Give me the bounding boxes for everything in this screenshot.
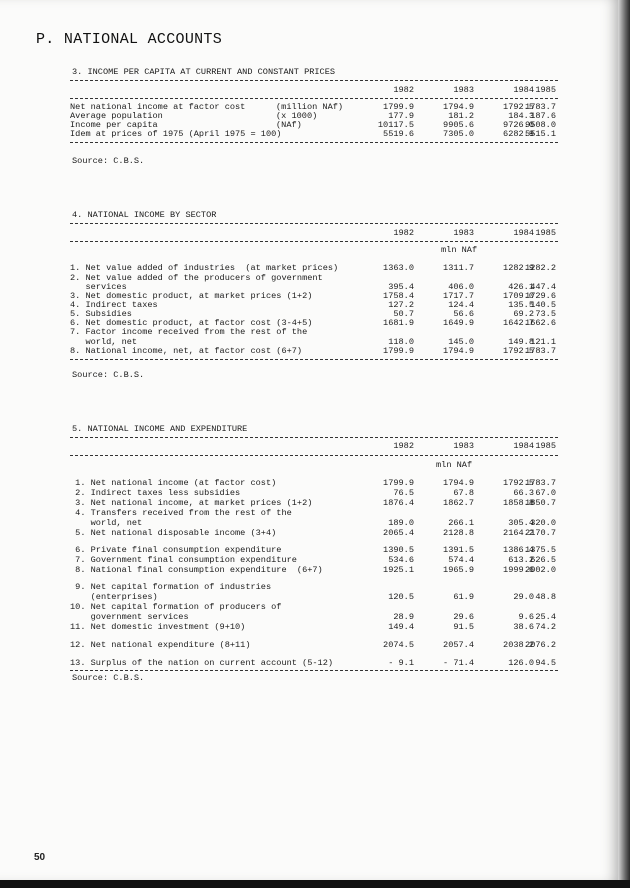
table-row [70,346,558,356]
cell: 120.5 [388,592,414,602]
row-label: 4. Transfers received from the rest of the [70,508,292,518]
table-row [70,498,558,508]
cell: 1375.5 [525,545,556,555]
cell: 320.0 [530,518,556,528]
cell: 38.6 [513,622,534,632]
cell: 447.4 [530,282,556,292]
cell: 1799.9 [383,478,414,488]
cell: 1758.4 [383,291,414,301]
cell: 574.4 [448,555,474,565]
cell: 1717.7 [443,291,474,301]
cell: 1792.5 [503,102,534,112]
cell: 74.2 [535,622,556,632]
table-row [70,129,558,139]
table-row [70,488,558,498]
row-label: world, net [70,518,143,528]
row-unit: (million NAf) [276,102,344,112]
cell: - 71.4 [443,658,474,668]
cell: 1662.6 [525,318,556,328]
cell: 91.5 [453,622,474,632]
cell: 1391.5 [443,545,474,555]
cell: 1965.9 [443,565,474,575]
table5-year-header [70,441,558,451]
cell: 29.0 [513,592,534,602]
cell: 1282.9 [503,263,534,273]
table-row [70,528,558,538]
cell: 1729.6 [525,291,556,301]
cell: 2170.7 [525,528,556,538]
cell: 61.9 [453,592,474,602]
table-row [70,592,558,602]
cell: 266.1 [448,518,474,528]
cell: 50.7 [393,309,414,319]
cell: 1390.5 [383,545,414,555]
cell: 2164.2 [503,528,534,538]
row-label: 6. Net domestic product, at factor cost (3-4+5) [70,318,313,328]
row-label: 9. Net capital formation of industries [70,582,272,592]
row-label: 10. Net capital formation of producers of [70,602,282,612]
cell: 2074.5 [383,640,414,650]
row-label: government services [70,612,189,622]
cell: 25.4 [535,612,556,622]
year-1982: 1982 [393,85,414,95]
table-row [70,658,558,668]
cell: 1783.7 [525,102,556,112]
cell: 1850.7 [525,498,556,508]
cell: 5515.1 [525,129,556,139]
table-row [70,263,558,273]
cell: 149.8 [508,337,534,347]
units-label: mln NAf [436,460,473,470]
cell: 187.6 [530,111,556,121]
cell: 124.4 [448,300,474,310]
row-label: 7. Factor income received from the rest of the [70,327,308,337]
table3-title: 3. INCOME PER CAPITA AT CURRENT AND CONSTANT PRICES [72,67,336,77]
divider [70,241,558,242]
cell: 9508.0 [525,120,556,130]
table5-source: Source: C.B.S. [72,673,145,683]
cell: 67.0 [535,488,556,498]
cell: 426.1 [508,282,534,292]
table-row [70,545,558,555]
table4-year-header [70,228,558,238]
row-label: 1. Net value added of industries (at market prices) [70,263,339,273]
cell: 305.4 [508,518,534,528]
row-label: (enterprises) [70,592,158,602]
table-row [70,640,558,650]
table-row [70,327,558,337]
table-row [70,508,558,518]
cell: 1386.4 [503,545,534,555]
divider [70,455,558,456]
year-1985: 1985 [535,85,556,95]
cell: 406.0 [448,282,474,292]
cell: 1999.6 [503,565,534,575]
cell: 5519.6 [383,129,414,139]
cell: - 9.1 [388,658,414,668]
cell: 1282.2 [525,263,556,273]
year-1985: 1985 [535,441,556,451]
row-label: 8. National income, net, at factor cost (6+7) [70,346,303,356]
cell: 56.6 [453,309,474,319]
year-1982: 1982 [393,228,414,238]
row-label: world, net [70,337,138,347]
cell: 1799.9 [383,346,414,356]
cell: 2065.4 [383,528,414,538]
chapter-title: P. NATIONAL ACCOUNTS [36,31,223,48]
year-1984: 1984 [513,441,534,451]
row-label: Idem at prices of 1975 (April 1975 = 100) [70,129,282,139]
cell: 121.1 [530,337,556,347]
cell: 1363.0 [383,263,414,273]
units-label: mln NAf [441,245,478,255]
year-1984: 1984 [513,228,534,238]
row-label: 6. Private final consumption expenditure [70,545,282,555]
cell: 1783.7 [525,478,556,488]
row-label: 13. Surplus of the nation on current account (5-12) [70,658,334,668]
cell: 189.0 [388,518,414,528]
cell: 1794.9 [443,478,474,488]
row-unit: (NAf) [276,120,302,130]
cell: 1876.4 [383,498,414,508]
cell: 9.6 [518,612,534,622]
table-row [70,582,558,592]
cell: 626.5 [530,555,556,565]
row-label: Net national income at factor cost [70,102,246,112]
table3-source: Source: C.B.S. [72,156,145,166]
cell: 7305.0 [443,129,474,139]
table4-title: 4. NATIONAL INCOME BY SECTOR [72,210,217,220]
cell: 2128.8 [443,528,474,538]
cell: 613.2 [508,555,534,565]
cell: 1792.5 [503,478,534,488]
table-row [70,518,558,528]
cell: 1783.7 [525,346,556,356]
table-row [70,622,558,632]
page-edge-shadow [618,0,630,888]
cell: 1862.7 [443,498,474,508]
cell: 2076.2 [525,640,556,650]
cell: 127.2 [388,300,414,310]
cell: 28.9 [393,612,414,622]
cell: 9726.0 [503,120,534,130]
year-1984: 1984 [513,85,534,95]
cell: 534.6 [388,555,414,565]
cell: 94.5 [535,658,556,668]
cell: 181.2 [448,111,474,121]
row-label: 5. Subsidies [70,309,132,319]
divider [70,670,558,671]
table-row [70,555,558,565]
row-label: 12. Net national expenditure (8+11) [70,640,251,650]
table3-year-header [70,85,558,95]
cell: 1925.1 [383,565,414,575]
year-1985: 1985 [535,228,556,238]
row-label: 7. Government final consumption expenditure [70,555,297,565]
cell: 1311.7 [443,263,474,273]
cell: 118.0 [388,337,414,347]
cell: 126.0 [508,658,534,668]
cell: 1794.9 [443,346,474,356]
cell: 6282.9 [503,129,534,139]
table-row [70,565,558,575]
cell: 10117.5 [377,120,414,130]
cell: 149.4 [388,622,414,632]
row-label: 1. Net national income (at factor cost) [70,478,277,488]
row-label: 11. Net domestic investment (9+10) [70,622,246,632]
cell: 1794.9 [443,102,474,112]
year-1983: 1983 [453,441,474,451]
cell: 135.5 [508,300,534,310]
scan-border [0,880,630,888]
table4-source: Source: C.B.S. [72,370,145,380]
cell: 9905.6 [443,120,474,130]
cell: 69.2 [513,309,534,319]
cell: 66.3 [513,488,534,498]
year-1983: 1983 [453,85,474,95]
cell: 73.5 [535,309,556,319]
divider [70,223,558,224]
row-label: 2. Net value added of the producers of government [70,273,323,283]
divider [70,437,558,438]
cell: 177.9 [388,111,414,121]
year-1982: 1982 [393,441,414,451]
table5-title: 5. NATIONAL INCOME AND EXPENDITURE [72,424,248,434]
cell: 140.5 [530,300,556,310]
cell: 67.8 [453,488,474,498]
divider [70,142,558,143]
cell: 145.0 [448,337,474,347]
divider [70,98,558,99]
cell: 76.5 [393,488,414,498]
table-row [70,612,558,622]
table-row [70,602,558,612]
cell: 29.6 [453,612,474,622]
table-row [70,478,558,488]
cell: 1792.5 [503,346,534,356]
cell: 1642.7 [503,318,534,328]
row-label: 3. Net national income, at market prices (1+2) [70,498,313,508]
row-unit: (x 1000) [276,111,318,121]
row-label: services [70,282,127,292]
cell: 48.8 [535,592,556,602]
cell: 1681.9 [383,318,414,328]
cell: 395.4 [388,282,414,292]
page-number: 50 [34,852,46,863]
row-label: 3. Net domestic product, at market prices (1+2) [70,291,313,301]
cell: 184.3 [508,111,534,121]
cell: 2057.4 [443,640,474,650]
divider [70,80,558,81]
row-label: 2. Indirect taxes less subsidies [70,488,241,498]
cell: 2002.0 [525,565,556,575]
row-label: Income per capita [70,120,158,130]
cell: 1799.9 [383,102,414,112]
row-label: 4. Indirect taxes [70,300,158,310]
cell: 1709.0 [503,291,534,301]
cell: 1649.9 [443,318,474,328]
cell: 1858.8 [503,498,534,508]
row-label: 5. Net national disposable income (3+4) [70,528,277,538]
divider [70,359,558,360]
row-label: Average population [70,111,163,121]
year-1983: 1983 [453,228,474,238]
row-label: 8. National final consumption expenditure (6+7) [70,565,323,575]
cell: 2038.2 [503,640,534,650]
